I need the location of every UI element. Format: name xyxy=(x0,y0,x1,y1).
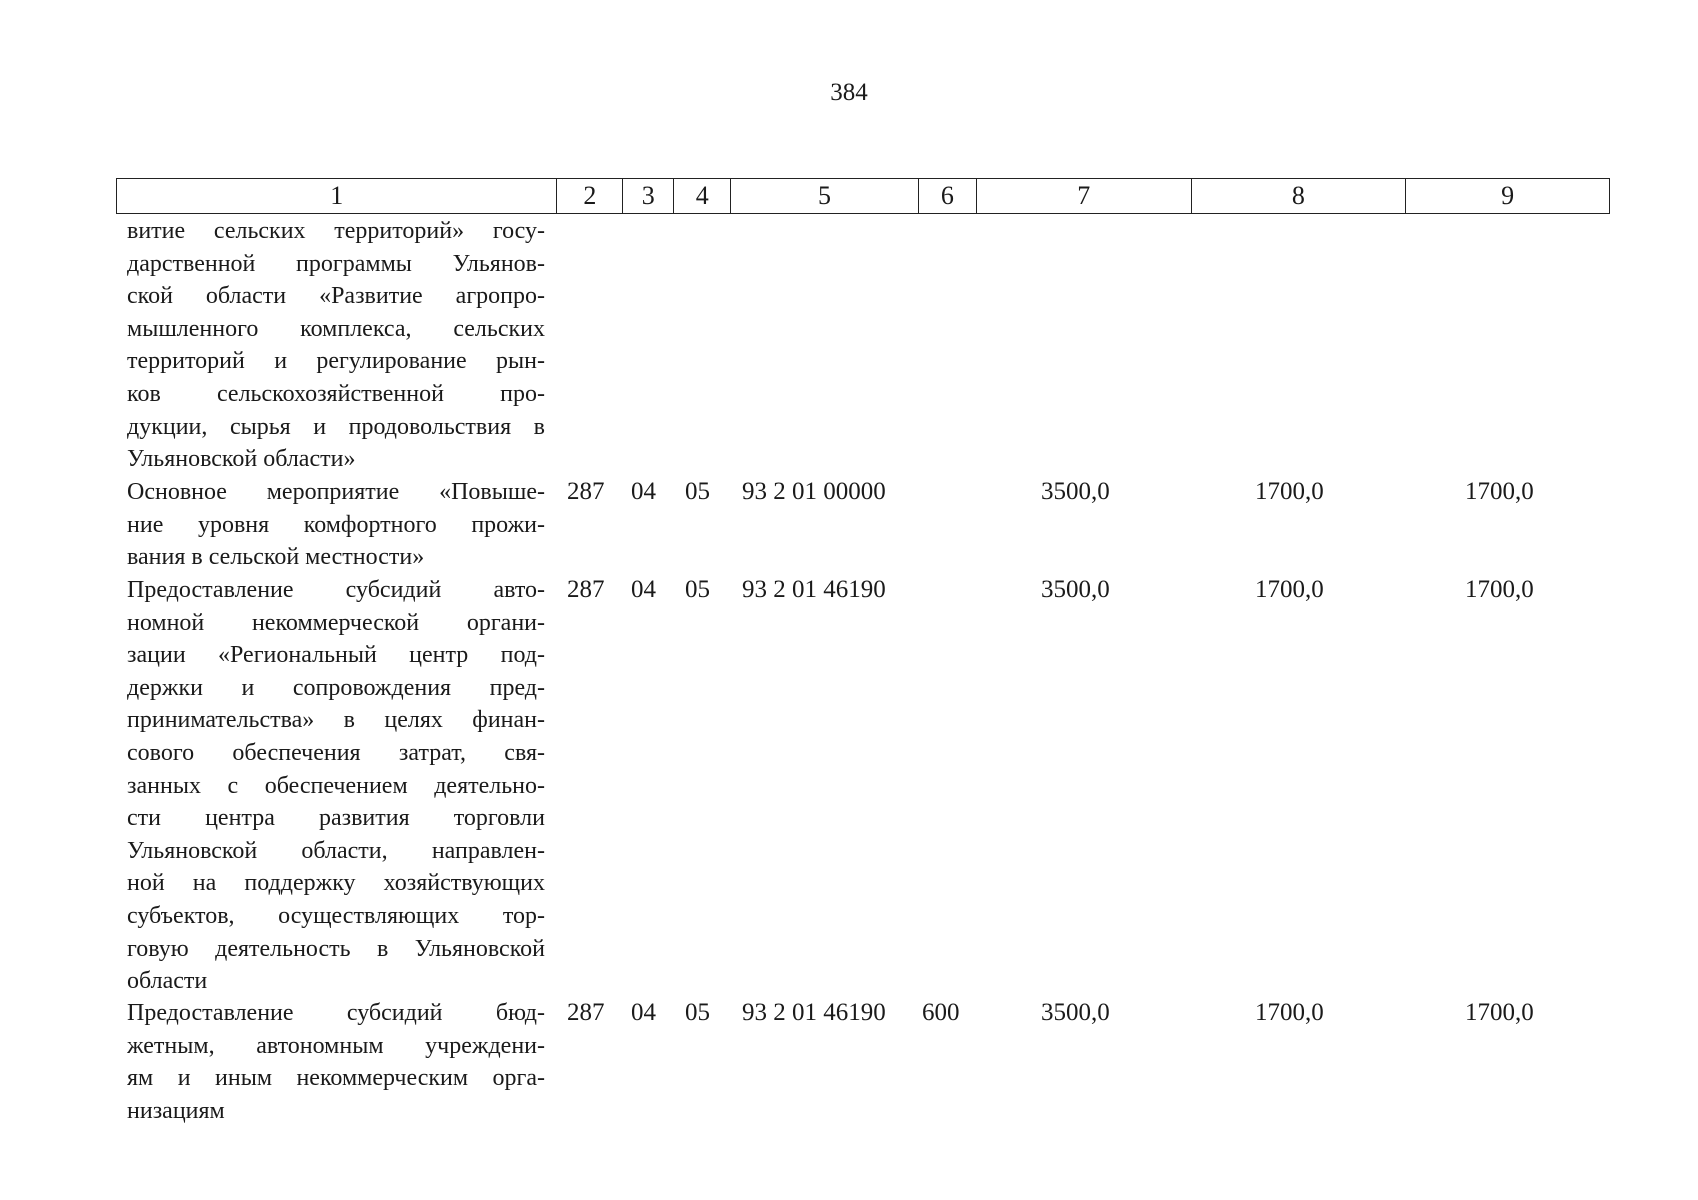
cell-col-7: 3500,0 xyxy=(1041,999,1110,1026)
cell-col-2: 287 xyxy=(567,576,605,603)
description-line: говую деятельность в Ульяновской xyxy=(127,935,545,962)
header-col-9: 9 xyxy=(1501,181,1515,210)
description-line: жетным, автономным учреждени- xyxy=(127,1032,545,1059)
description-line: ской области «Развитие агропро- xyxy=(127,283,545,310)
description-line: сового обеспечения затрат, свя- xyxy=(127,739,545,766)
description-line: Предоставление субсидий авто- xyxy=(127,577,545,603)
header-col-6: 6 xyxy=(919,179,977,213)
description-line: ков сельскохозяйственной про- xyxy=(127,380,545,407)
cell-col-8: 1700,0 xyxy=(1255,999,1324,1026)
description-line: ние уровня комфортного прожи- xyxy=(127,511,545,538)
description-line: держки и сопровождения пред- xyxy=(127,674,545,701)
header-col-7: 7 xyxy=(977,179,1192,213)
header-col-1: 1 xyxy=(117,179,557,213)
header-col-2: 2 xyxy=(557,179,623,213)
description-line: занных с обеспечением деятельно- xyxy=(127,772,545,799)
cell-col-7: 3500,0 xyxy=(1041,576,1110,603)
description-line: субъектов, осуществляющих тор- xyxy=(127,902,545,929)
row-description xyxy=(127,574,545,998)
description-line: принимательства» в целях финан- xyxy=(127,707,545,734)
description-line: Ульяновской области» xyxy=(127,446,356,473)
description-line: вания в сельской местности» xyxy=(127,544,425,571)
header-col-4: 4 xyxy=(674,179,731,213)
header-col-8: 8 xyxy=(1192,179,1407,213)
cell-col-4: 05 xyxy=(685,999,710,1026)
description-line: мышленного комплекса, сельских xyxy=(127,315,545,342)
header-col-5: 5 xyxy=(731,179,919,213)
cell-col-5: 93 2 01 46190 xyxy=(742,999,886,1026)
description-line: низациям xyxy=(127,1097,225,1124)
description-line: зации «Региональный центр под- xyxy=(127,642,545,669)
row-description xyxy=(127,215,545,476)
cell-col-4: 05 xyxy=(685,478,710,505)
description-line: дарственной программы Ульянов- xyxy=(127,250,545,277)
cell-col-9: 1700,0 xyxy=(1465,478,1534,505)
cell-col-4: 05 xyxy=(685,576,710,603)
row-description xyxy=(127,997,545,1127)
description-line: сти центра развития торговли xyxy=(127,805,545,832)
description-line: дукции, сырья и продовольствия в xyxy=(127,413,545,440)
table-header-row xyxy=(116,178,1610,214)
description-line: Основное мероприятие «Повыше- xyxy=(127,479,545,505)
cell-col-7: 3500,0 xyxy=(1041,478,1110,505)
description-line: ям и иным некоммерческим орга- xyxy=(127,1065,545,1092)
description-line: витие сельских территорий» госу- xyxy=(127,218,545,244)
description-line: территорий и регулирование рын- xyxy=(127,348,545,375)
cell-col-5: 93 2 01 00000 xyxy=(742,478,886,505)
cell-col-8: 1700,0 xyxy=(1255,478,1324,505)
description-line: Предоставление субсидий бюд- xyxy=(127,1000,545,1026)
cell-col-3: 04 xyxy=(631,478,656,505)
cell-col-3: 04 xyxy=(631,999,656,1026)
cell-col-6: 600 xyxy=(922,999,960,1026)
cell-col-9: 1700,0 xyxy=(1465,999,1534,1026)
row-description xyxy=(127,476,545,574)
cell-col-9: 1700,0 xyxy=(1465,576,1534,603)
cell-col-8: 1700,0 xyxy=(1255,576,1324,603)
cell-col-2: 287 xyxy=(567,478,605,505)
description-line: Ульяновской области, направлен- xyxy=(127,837,545,864)
page-number: 384 xyxy=(830,79,868,106)
description-line: области xyxy=(127,968,208,995)
description-line: ной на поддержку хозяйствующих xyxy=(127,870,545,897)
description-line: номной некоммерческой органи- xyxy=(127,609,545,636)
cell-col-2: 287 xyxy=(567,999,605,1026)
header-col-3: 3 xyxy=(623,179,674,213)
cell-col-5: 93 2 01 46190 xyxy=(742,576,886,603)
cell-col-3: 04 xyxy=(631,576,656,603)
